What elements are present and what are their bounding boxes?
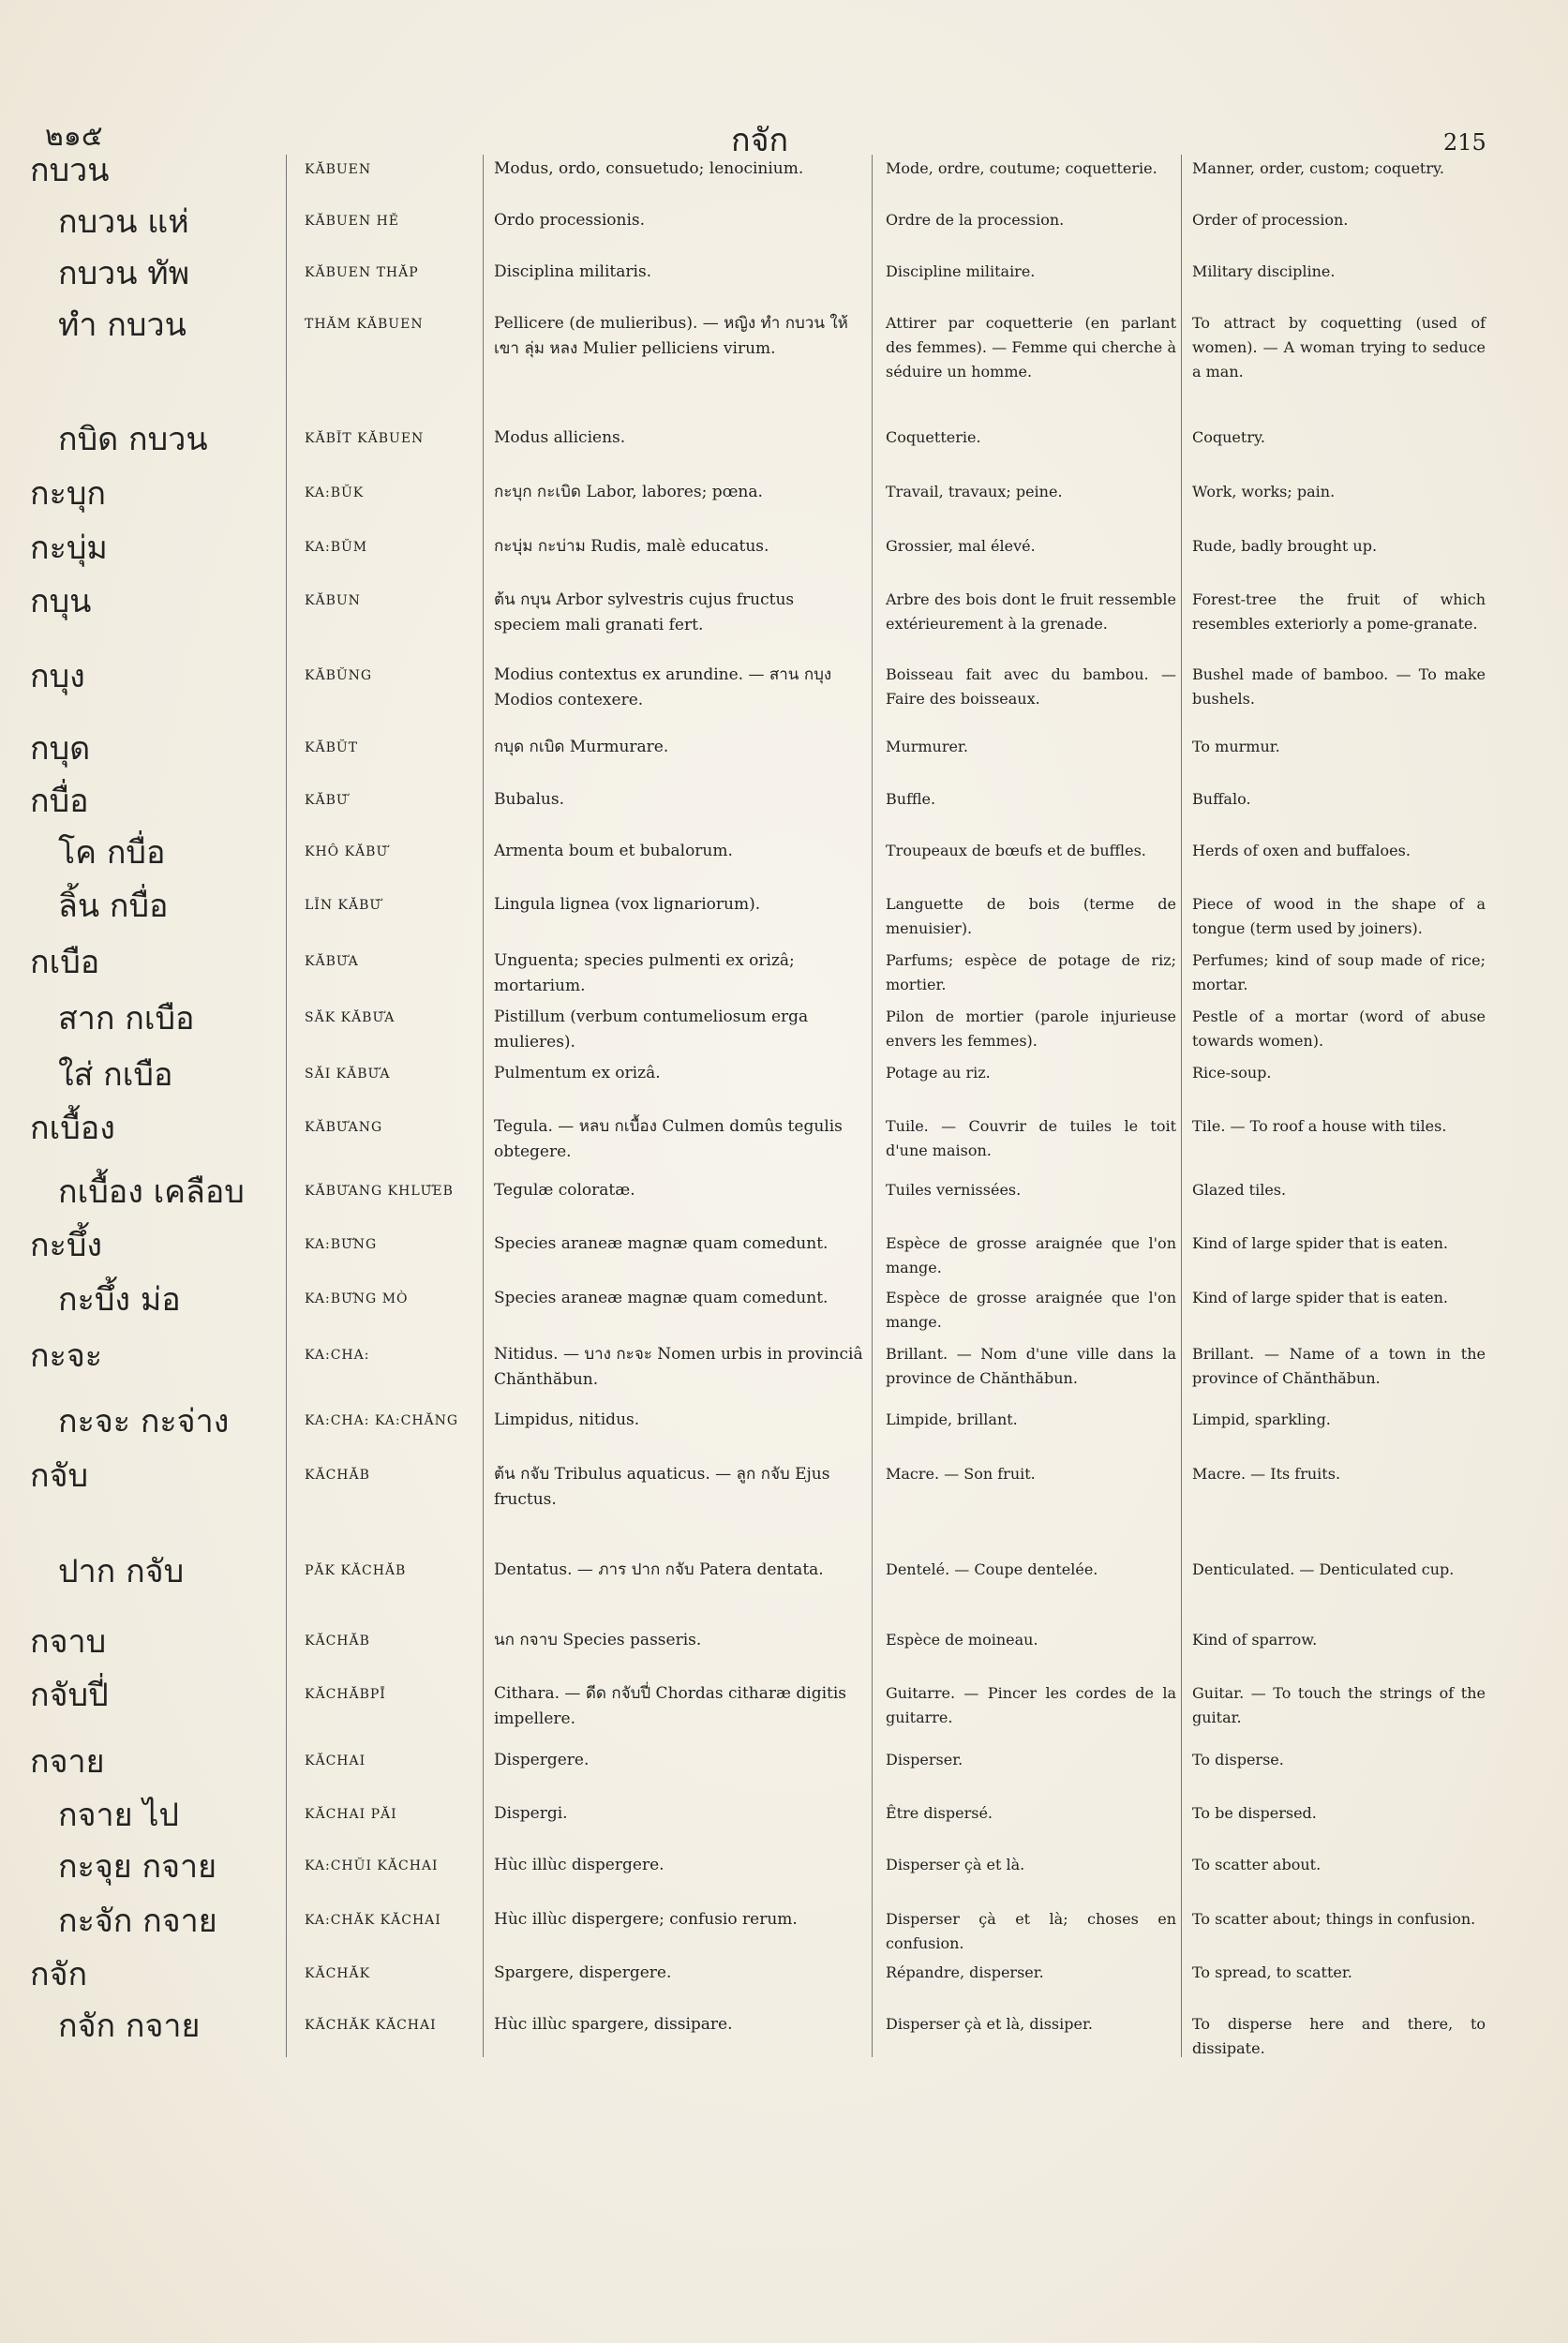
romanization: KA:CHA: KA:CHĂNG [305, 1413, 459, 1428]
romanization: KA:BŬM [305, 540, 368, 555]
romanization: KĂCHAI PĂI [305, 1807, 397, 1822]
thai-headword: ลิ้น กบื่อ [58, 888, 169, 925]
romanization: SĂI KĂBƯ̆A [305, 1067, 391, 1082]
english-definition: Military discipline. [1192, 262, 1336, 280]
english-definition: Glazed tiles. [1192, 1181, 1287, 1199]
romanization: KĂBƯ̆ANG KHLƯ̆EB [305, 1184, 454, 1199]
latin-definition: Hùc illùc dispergere. [494, 1856, 665, 1874]
thai-headword: กะจัก กจาย [58, 1903, 217, 1940]
thai-headword: กเบื้อง เคลือบ [58, 1173, 245, 1211]
romanization: KHÔ KĂBƯ̆ [305, 844, 389, 859]
romanization: KĂCHAI [305, 1754, 366, 1768]
english-definition: Buffalo. [1192, 790, 1251, 808]
french-definition: Attirer par coquetterie (en parlant des femmes). — Femme qui cherche à séduire un homme. [886, 314, 1176, 381]
english-definition: To scatter about; things in confusion. [1192, 1910, 1476, 1928]
thai-headword: กบิด กบวน [58, 421, 208, 458]
thai-headword: กบุง [30, 658, 85, 695]
french-definition: Être dispersé. [886, 1804, 993, 1822]
french-definition: Guitarre. — Pincer les cordes de la guitarre. [886, 1684, 1176, 1726]
latin-definition: Lingula lignea (vox lignariorum). [494, 895, 761, 914]
romanization: KĂBUEN HĚ [305, 214, 400, 229]
french-definition: Répandre, disperser. [886, 1963, 1044, 1981]
french-definition: Disperser çà et là. [886, 1856, 1025, 1873]
latin-definition: Spargere, dispergere. [494, 1963, 672, 1982]
thai-headword: ปาก กจับ [58, 1553, 185, 1590]
thai-headword: กะจะ กะจ่าง [58, 1403, 230, 1440]
thai-headword: โค กบื่อ [58, 834, 166, 872]
french-definition: Macre. — Son fruit. [886, 1465, 1036, 1483]
french-definition: Mode, ordre, coutume; coquetterie. [886, 159, 1157, 177]
latin-definition: Bubalus. [494, 790, 564, 809]
french-definition: Languette de bois (terme de menuisier). [886, 895, 1176, 937]
latin-definition: Modus, ordo, consuetudo; lenocinium. [494, 159, 804, 178]
column-divider [872, 155, 873, 2057]
thai-headword: ใส่ กเบือ [58, 1056, 173, 1094]
english-definition: Limpid, sparkling. [1192, 1410, 1331, 1428]
column-divider [1181, 155, 1182, 2057]
romanization: KĂBUEN [305, 162, 372, 177]
french-definition: Coquetterie. [886, 428, 981, 446]
english-definition: To be dispersed. [1192, 1804, 1317, 1822]
thai-headword: กจาบ [30, 1623, 107, 1661]
english-definition: Denticulated. — Denticulated cup. [1192, 1560, 1455, 1578]
latin-definition: Dispergere. [494, 1751, 590, 1769]
thai-headword: กบวน ทัพ [58, 255, 190, 292]
french-definition: Pilon de mortier (parole injurieuse envers les femmes). [886, 1007, 1176, 1050]
romanization: LĬN KĂBƯ̆ [305, 898, 382, 913]
french-definition: Travail, travaux; peine. [886, 483, 1063, 500]
english-definition: Macre. — Its fruits. [1192, 1465, 1341, 1483]
romanization: KĂCHĂK [305, 1966, 371, 1981]
english-definition: To spread, to scatter. [1192, 1963, 1352, 1981]
thai-headword: กจาย ไป [58, 1797, 180, 1834]
french-definition: Parfums; espèce de potage de riz; mortier. [886, 951, 1176, 993]
french-definition: Murmurer. [886, 738, 968, 755]
romanization: KĂCHĂB [305, 1468, 370, 1483]
page-number-thai: ๒๑๕ [45, 120, 103, 153]
romanization: KĂBŬT [305, 740, 358, 755]
english-definition: To scatter about. [1192, 1856, 1322, 1873]
romanization: KĂBƯ̆ [305, 793, 349, 808]
french-definition: Ordre de la procession. [886, 211, 1065, 229]
english-definition: To attract by coquetting (used of women). — A woman trying to seduce a man. [1192, 314, 1486, 381]
romanization: KĂBŬNG [305, 668, 373, 683]
latin-definition: Modus alliciens. [494, 428, 626, 447]
thai-headword: กจับปี่ [30, 1677, 109, 1714]
latin-definition: Limpidus, nitidus. [494, 1410, 640, 1429]
thai-headword: กบุด [30, 730, 91, 768]
thai-headword: กเบื้อง [30, 1110, 115, 1147]
french-definition: Tuile. — Couvrir de tuiles le toit d'une maison. [886, 1117, 1176, 1159]
latin-definition: Hùc illùc spargere, dissipare. [494, 2015, 733, 2034]
romanization: PĂK KĂCHĂB [305, 1563, 407, 1578]
romanization: KA:CHŬI KĂCHAI [305, 1858, 439, 1873]
romanization: KĂCHĂB [305, 1634, 370, 1649]
thai-headword: กะจะ [30, 1337, 103, 1375]
romanization: KA:BŬK [305, 485, 365, 500]
latin-definition: Species araneæ magnæ quam comedunt. [494, 1234, 829, 1253]
french-definition: Disperser çà et là, dissiper. [886, 2015, 1093, 2033]
column-divider [483, 155, 484, 2057]
page-number: 215 [1443, 129, 1486, 156]
french-definition: Espèce de moineau. [886, 1631, 1038, 1649]
latin-definition: Unguenta; species pulmenti ex orizâ; mortarium. [494, 951, 795, 995]
english-definition: Perfumes; kind of soup made of rice; mortar. [1192, 951, 1486, 993]
english-definition: Rude, badly brought up. [1192, 537, 1378, 555]
thai-headword: กะบึ้ง ม่อ [58, 1281, 181, 1319]
english-definition: Piece of wood in the shape of a tongue (term used by joiners). [1192, 895, 1486, 937]
romanization: KĂCHĂK KĂCHAI [305, 2018, 437, 2033]
latin-definition: Cithara. — ดีด กจับปี่ Chordas citharæ digitis impellere. [494, 1684, 847, 1728]
romanization: THĂM KĂBUEN [305, 317, 424, 332]
english-definition: Kind of large spider that is eaten. [1192, 1289, 1448, 1306]
latin-definition: ต้น กจับ Tribulus aquaticus. — ลูก กจับ Ejus fructus. [494, 1465, 830, 1509]
thai-headword: กเบือ [30, 944, 100, 981]
thai-headword: กจัก [30, 1956, 88, 1993]
english-definition: Coquetry. [1192, 428, 1265, 446]
french-definition: Boisseau fait avec du bambou. — Faire des boisseaux. [886, 665, 1176, 708]
romanization: KA:CHĂK KĂCHAI [305, 1913, 441, 1928]
latin-definition: ต้น กบุน Arbor sylvestris cujus fructus speciem mali granati fert. [494, 590, 795, 634]
thai-headword: ทำ กบวน [58, 306, 187, 344]
thai-headword: กะจุย กจาย [58, 1848, 217, 1886]
latin-definition: Disciplina militaris. [494, 262, 652, 281]
latin-definition: Pulmentum ex orizâ. [494, 1064, 661, 1082]
romanization: KA:CHA: [305, 1348, 370, 1363]
latin-definition: Nitidus. — บาง กะจะ Nomen urbis in provinciâ Chănthăbun. [494, 1345, 863, 1389]
thai-headword: กบวน แห่ [58, 203, 189, 241]
latin-definition: Species araneæ magnæ quam comedunt. [494, 1289, 829, 1307]
french-definition: Potage au riz. [886, 1064, 991, 1082]
english-definition: To murmur. [1192, 738, 1280, 755]
latin-definition: นก กจาบ Species passeris. [494, 1631, 702, 1649]
latin-definition: Pellicere (de mulieribus). — หญิง ทำ กบวน ให้ เขา ลุ่ม หลง Mulier pelliciens virum. [494, 314, 848, 358]
english-definition: Pestle of a mortar (word of abuse towards women). [1192, 1007, 1486, 1050]
english-definition: Brillant. — Name of a town in the province of Chănthăbun. [1192, 1345, 1486, 1387]
english-definition: Herds of oxen and buffaloes. [1192, 842, 1411, 859]
romanization: KĂBĬT KĂBUEN [305, 431, 425, 446]
english-definition: Kind of sparrow. [1192, 1631, 1318, 1649]
thai-headword: กะบึ้ง [30, 1227, 103, 1264]
english-definition: Guitar. — To touch the strings of the guitar. [1192, 1684, 1486, 1726]
romanization: KĂBUN [305, 593, 361, 608]
french-definition: Limpide, brillant. [886, 1410, 1018, 1428]
thai-headword: กะบุ่ม [30, 530, 108, 567]
latin-definition: กบุด กเบิด Murmurare. [494, 738, 669, 756]
french-definition: Disperser çà et là; choses en confusion. [886, 1910, 1176, 1952]
latin-definition: Tegula. — หลบ กเบื้อง Culmen domûs tegulis obtegere. [494, 1117, 843, 1161]
latin-definition: Dentatus. — ภาร ปาก กจับ Patera dentata. [494, 1560, 824, 1579]
page-title: กจัก [731, 122, 789, 159]
thai-headword: กจัก กจาย [58, 2007, 201, 2045]
english-definition: Forest-tree the fruit of which resembles exteriorly a pome-granate. [1192, 590, 1486, 633]
thai-headword: กบวน [30, 152, 110, 189]
thai-headword: กะบุก [30, 475, 107, 513]
english-definition: Manner, order, custom; coquetry. [1192, 159, 1444, 177]
romanization: KĂBƯ̆A [305, 954, 359, 969]
french-definition: Disperser. [886, 1751, 963, 1768]
romanization: KĂBƯ̆ANG [305, 1120, 383, 1135]
french-definition: Arbre des bois dont le fruit ressemble extérieurement à la grenade. [886, 590, 1176, 633]
thai-headword: กจาย [30, 1743, 105, 1781]
latin-definition: Ordo processionis. [494, 211, 646, 230]
latin-definition: Tegulæ coloratæ. [494, 1181, 635, 1200]
english-definition: To disperse. [1192, 1751, 1284, 1768]
english-definition: Kind of large spider that is eaten. [1192, 1234, 1448, 1252]
french-definition: Grossier, mal élevé. [886, 537, 1036, 555]
french-definition: Discipline militaire. [886, 262, 1036, 280]
latin-definition: Modius contextus ex arundine. — สาน กบุง Modios contexere. [494, 665, 832, 709]
latin-definition: กะบุ่ม กะบ่าม Rudis, malè educatus. [494, 537, 769, 556]
thai-headword: กจับ [30, 1457, 89, 1495]
english-definition: To disperse here and there, to dissipate. [1192, 2015, 1486, 2057]
latin-definition: Armenta boum et bubalorum. [494, 842, 733, 860]
french-definition: Brillant. — Nom d'une ville dans la province de Chănthăbun. [886, 1345, 1176, 1387]
french-definition: Espèce de grosse araignée que l'on mange. [886, 1234, 1176, 1276]
romanization: KA:BƯ̆NG [305, 1237, 378, 1252]
latin-definition: Pistillum (verbum contumeliosum erga mulieres). [494, 1007, 809, 1052]
latin-definition: Hùc illùc dispergere; confusio rerum. [494, 1910, 798, 1929]
english-definition: Order of procession. [1192, 211, 1349, 229]
french-definition: Dentelé. — Coupe dentelée. [886, 1560, 1098, 1578]
romanization: KA:BƯ̆NG MÒ [305, 1291, 409, 1306]
french-definition: Buffle. [886, 790, 936, 808]
latin-definition: Dispergi. [494, 1804, 568, 1823]
column-divider [286, 155, 287, 2057]
english-definition: Bushel made of bamboo. — To make bushels. [1192, 665, 1486, 708]
romanization: KĂCHĂBPĪ [305, 1687, 386, 1702]
french-definition: Tuiles vernissées. [886, 1181, 1022, 1199]
thai-headword: กบุน [30, 583, 92, 620]
romanization: SĂK KĂBƯ̆A [305, 1010, 396, 1025]
english-definition: Tile. — To roof a house with tiles. [1192, 1117, 1447, 1135]
french-definition: Espèce de grosse araignée que l'on mange. [886, 1289, 1176, 1331]
english-definition: Rice-soup. [1192, 1064, 1272, 1082]
thai-headword: สาก กเบือ [58, 1000, 195, 1037]
english-definition: Work, works; pain. [1192, 483, 1336, 500]
thai-headword: กบื่อ [30, 783, 89, 820]
latin-definition: กะบุก กะเบิด Labor, labores; pœna. [494, 483, 763, 501]
french-definition: Troupeaux de bœufs et de buffles. [886, 842, 1146, 859]
romanization: KĂBUEN THĂP [305, 265, 419, 280]
